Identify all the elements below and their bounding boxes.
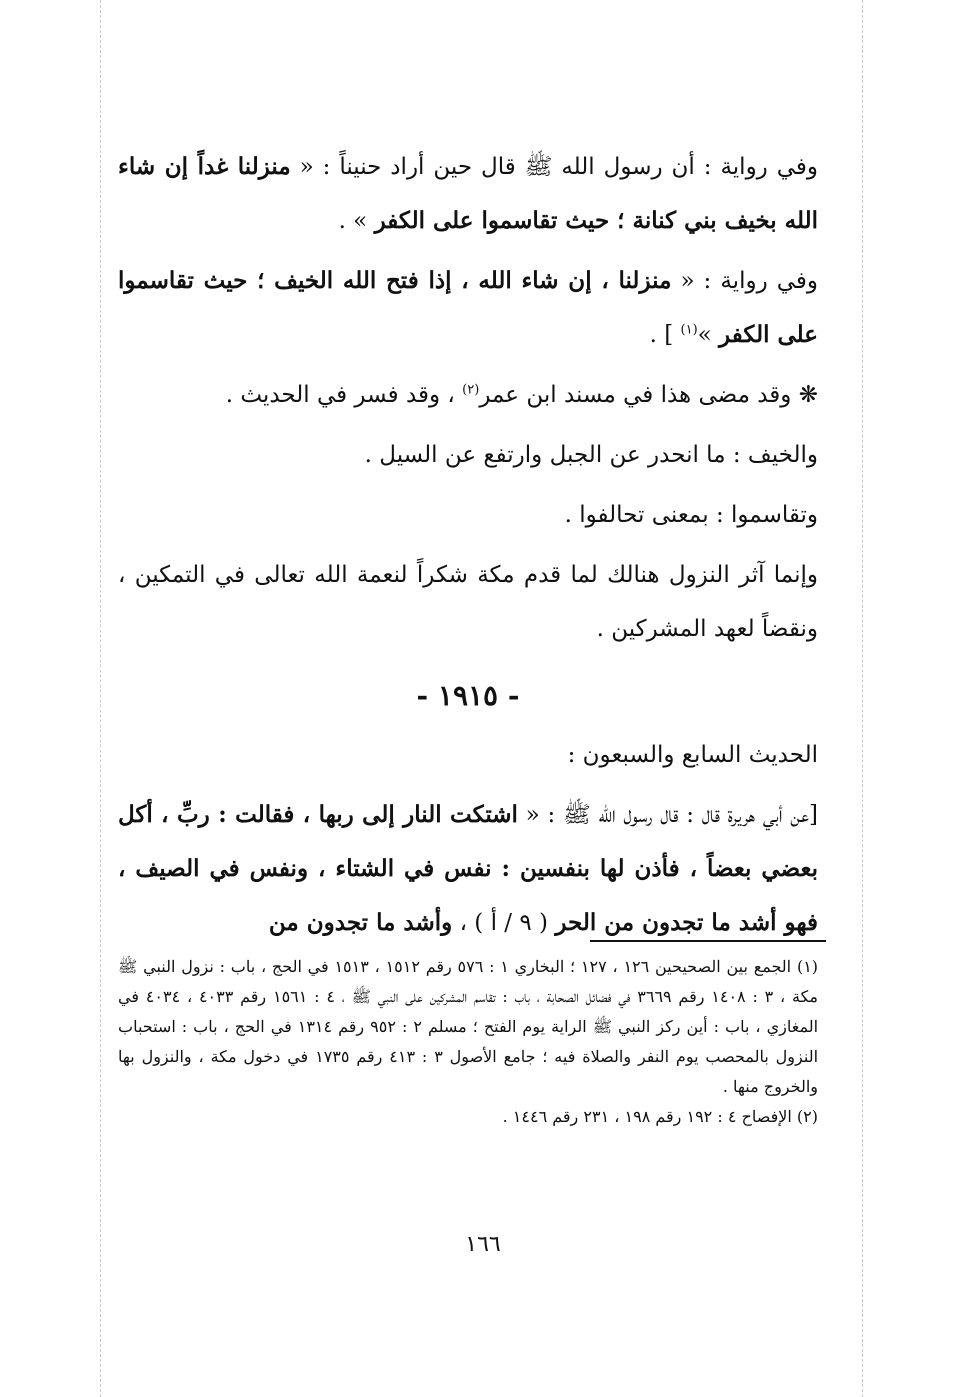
scan-edge-mark-left — [100, 0, 101, 1397]
paragraph-2-quote: منزلنا ، إن شاء الله ، إذا فتح الله الخيف ؛ حيث تقاسموا على الكفر — [118, 267, 818, 348]
page-number: ١٦٦ — [465, 1232, 501, 1257]
hadith-heading — [118, 728, 818, 782]
footnote-1 — [118, 952, 818, 1102]
footnote-2-number: (٢) — [796, 1107, 818, 1126]
footnote-1-number: (١) — [796, 957, 819, 976]
paragraph-2 — [118, 254, 818, 362]
hadith-body-quote: اشتكت النار إلى ربها ، فقالت : ربِّ ، أكل بعضي بعضاً ، فأذن لها بنفسين : نفس في الشتاء ، ونفس في الصيف ، فهو أشد ما تجدون من الحر — [118, 801, 818, 936]
paragraph-3-tail: ، وقد فسر في الحديث . — [225, 382, 463, 408]
paragraph-2-bracket: ] . — [649, 322, 681, 348]
footnote-2 — [118, 1102, 818, 1132]
footnotes — [118, 952, 818, 1132]
paragraph-1-quote: منزلنا غداً إن شاء الله بخيف بني كنانة ؛ حيث تقاسموا على الكفر — [118, 153, 818, 234]
footnote-2-text: الإفصاح ٤ : ١٩٢ رقم ١٩٨ ، ٢٣١ رقم ١٤٤٦ . — [502, 1107, 792, 1126]
hadith-body-intro: [عن أبي هريرة قال : قال رسول الله ﷺ : « — [517, 802, 818, 828]
hadith-heading-text: الحديث السابع والسبعون : — [567, 742, 818, 768]
page-body — [118, 140, 818, 956]
hadith-number: - ١٩١٥ - — [416, 679, 520, 712]
paragraph-2-intro: وفي رواية : « — [671, 268, 818, 294]
paragraph-5-text: وتقاسموا : بمعنى تحالفوا . — [564, 502, 818, 528]
footnote-ref-1[interactable]: (١) — [680, 322, 698, 338]
footnote-ref-2[interactable]: (٢) — [462, 382, 480, 398]
paragraph-4-text: والخيف : ما انحدر عن الجبل وارتفع عن السيل . — [364, 442, 818, 468]
hadith-body-folio: ( ٩ / أ ) ، — [452, 910, 556, 936]
paragraph-1 — [118, 140, 818, 248]
paragraph-2-close: » — [697, 322, 720, 348]
paragraph-1-close: » . — [338, 208, 375, 234]
paragraph-6-text: وإنما آثر النزول هنالك لما قدم مكة شكراً لنعمة الله تعالى في التمكين ، ونقضاً لعهد المشركين . — [118, 562, 818, 642]
hadith-body — [118, 788, 818, 950]
hadith-body-quote-cont: وأشد ما تجدون من — [268, 909, 453, 936]
paragraph-4 — [118, 428, 818, 482]
paragraph-6 — [118, 548, 818, 656]
paragraph-5 — [118, 488, 818, 542]
paragraph-1-intro: وفي رواية : أن رسول الله ﷺ قال حين أراد حنيناً : « — [290, 154, 818, 180]
footnote-separator — [590, 940, 826, 942]
scan-edge-mark-right — [862, 0, 863, 1397]
paragraph-3-text: ❋ وقد مضى هذا في مسند ابن عمر — [479, 382, 818, 408]
footnote-1-text: الجمع بين الصحيحين ١٢٦ ، ١٢٧ ؛ البخاري ١ : ٥٧٦ رقم ١٥١٢ ، ١٥١٣ في الحج ، باب : نزول النبي ﷺ مكة ، ٣ : ١٤٠٨ رقم ٣٦٦٩ في فضائل الصحابة ، باب : تقاسم المشركين على النبي ﷺ ، ٤ : ١٥٦١ رقم ٤٠٣٣ ، ٤٠٣٤ في المغازي ، باب : أين ركز النبي ﷺ الراية يوم الفتح ؛ مسلم ٢ : ٩٥٢ رقم ١٣١٤ في الحج ، باب : استحباب النزول بالمحصب يوم النفر والصلاة فيه ؛ جامع الأصول ٣ : ٤١٣ رقم ١٧٣٥ في دخول مكة ، والنزول بها والخروج منها . — [118, 957, 819, 1096]
paragraph-3 — [118, 368, 818, 422]
